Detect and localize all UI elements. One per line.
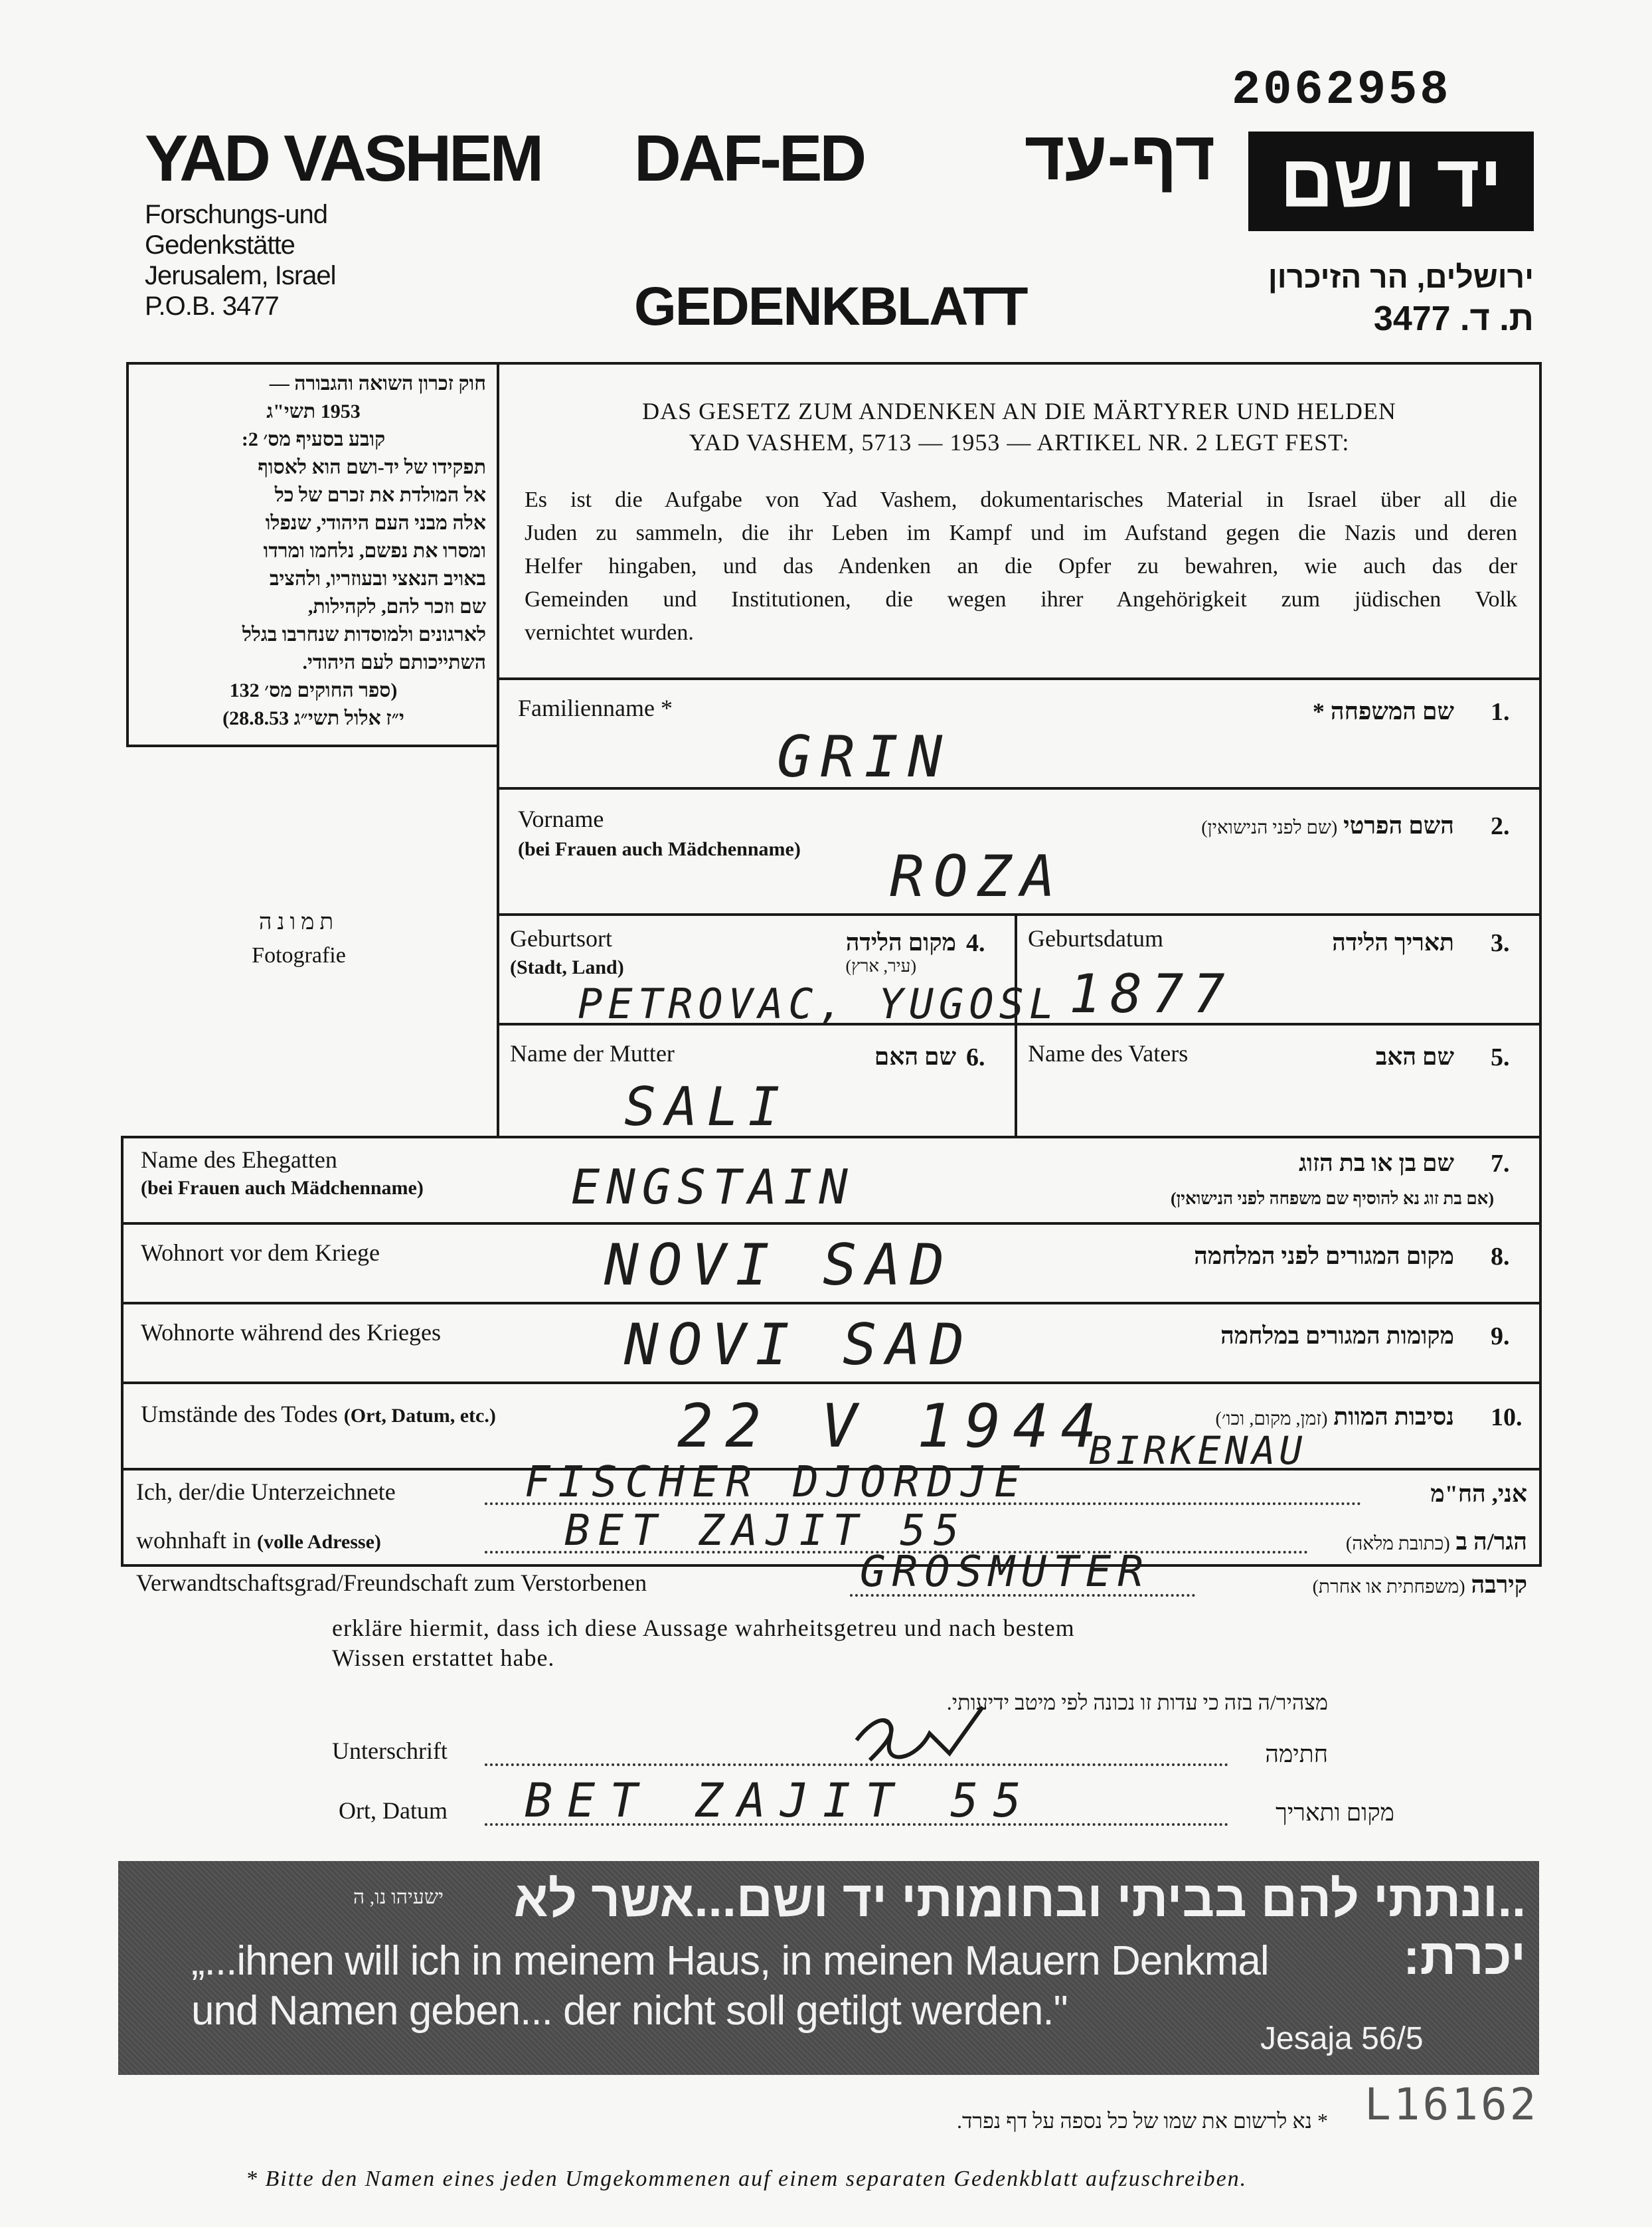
address-he-sub: (כתובת מלאה) [1345,1534,1450,1554]
photo-label-de: Fotografie [252,943,346,968]
gedenkblatt-title: GEDENKBLATT [634,276,1027,337]
law-line: ומסרו את נפשם, נלחמו ומרדו [263,540,486,562]
declarant-name-he: אני, הח"מ [1430,1480,1527,1507]
banner-hebrew-ref: ישעיהו נו, ה [353,1886,444,1908]
field4-sublabel: (Stadt, Land) [510,956,624,978]
quote-banner [118,1861,1539,2075]
footer-note-de: * Bitte den Namen eines jeden Umgekommenen auf einem separaten Gedenkblatt aufzuschreiben. [246,2167,1248,2191]
law-text-line: Gemeinden und Institutionen, die wegen ihrer Angehörigkeit zum jüdischen Volk [525,587,1517,612]
law-line: תפקידו של יד-ושם הוא לאסוף [258,456,486,478]
field9-number: 9. [1491,1322,1510,1350]
field8-number: 8. [1491,1243,1510,1271]
law-line: לארגונים ולמוסדות שנחרבו בגלל [242,624,486,646]
field7-label: Name des Ehegatten [141,1146,337,1173]
signature-mark [843,1700,989,1773]
field9-value[interactable]: NOVI SAD [624,1312,974,1378]
banner-line-2: und Namen geben... der nicht soll getilgt werden." [191,1988,1068,2034]
banner-reference: Jesaja 56/5 [1260,2021,1424,2056]
field10-he-main: נסיבות המוות [1333,1403,1454,1430]
declarant-name-value[interactable]: FISCHER DJORDJE [525,1458,1028,1507]
field8-label-he: מקום המגורים לפני המלחמה [1194,1243,1454,1269]
field9-label: Wohnorte während des Krieges [141,1319,441,1346]
field3-number: 3. [1491,929,1510,957]
law-line: אל המולדת את זכרם של כל [274,484,486,506]
field5-label-he: שם האב [1375,1043,1454,1070]
address-label-main: wohnhaft in [136,1527,251,1554]
law-line: שם וזכר להם, לקהילות, [307,596,486,618]
archive-stamp: L16162 [1364,2079,1539,2130]
field6-label: Name der Mutter [510,1040,675,1067]
address-label-sub: (volle Adresse) [256,1531,381,1553]
field5-number: 5. [1491,1043,1510,1071]
yad-vashem-title: YAD VASHEM [145,122,542,195]
field1-label-he: שם המשפחה * [1312,698,1454,725]
field1-value[interactable]: GRIN [777,724,952,790]
law-line: י״ז אלול תשי״ג 28.8.53) [222,707,404,729]
field7-number: 7. [1491,1150,1510,1178]
field4-label-he: מקום הלידה [845,929,956,956]
field10-he-sub: (זמן, מקום, וכו׳) [1215,1409,1328,1429]
field3-label: Geburtsdatum [1028,925,1163,952]
field7-label-he-sub: (אם בת זוג נא להוסיף שם משפחה לפני הנישואין) [1170,1189,1494,1208]
field2-sublabel: (bei Frauen auch Mädchenname) [518,838,801,860]
field10-label [141,1400,496,1428]
field5-label: Name des Vaters [1028,1040,1189,1067]
footer-note-he: * נא לרשום את שמו של כל נספה על דף נפרד. [957,2109,1328,2133]
field8-value[interactable]: NOVI SAD [604,1232,954,1298]
field2-number: 2. [1491,812,1510,840]
field8-label: Wohnort vor dem Kriege [141,1239,380,1266]
declarant-name-label: Ich, der/die Unterzeichnete [136,1478,396,1505]
law-line: אלה מבני העם היהודי, שנפלו [265,512,486,534]
field1-label: Familienname * [518,695,673,721]
declarant-address-value[interactable]: BET ZAJIT 55 [564,1506,967,1556]
field6-label-he: שם האם [874,1043,956,1070]
law-text-line: Es ist die Aufgabe von Yad Vashem, dokumentarisches Material in Israel über all die [525,488,1517,512]
declarant-relation-value[interactable]: GROSMUTER [860,1548,1150,1597]
field4-value[interactable]: PETROVAC, YUGOSL [578,980,1060,1028]
field2-label: Vorname [518,806,604,832]
field6-number: 6. [966,1043,985,1071]
place-date-label: Ort, Datum [339,1797,448,1824]
law-line: 1953 תשי"ג [266,401,361,422]
field1-number: 1. [1491,698,1510,726]
field7-sublabel: (bei Frauen auch Mädchenname) [141,1177,424,1199]
declaration-statement-2: Wissen erstattet habe. [332,1645,555,1671]
field7-value[interactable]: ENGSTAIN [571,1159,855,1215]
field3-label-he: תאריך הלידה [1332,929,1454,956]
law-text-line: Helfer hingaben, und das Andenken an die Opfer zu bewahren, wie auch das der [525,554,1517,579]
daf-ed-hebrew: דף-עד [1024,118,1215,195]
field3-value[interactable]: 1877 [1069,963,1234,1025]
law-line: השתייכותם לעם היהודי. [302,652,486,673]
declaration-statement-1: erkläre hiermit, dass ich diese Aussage wahrheitsgetreu und nach bestem [332,1615,1075,1641]
field10-label-main: Umstände des Todes [141,1401,338,1427]
place-date-he: מקום ותאריך [1276,1799,1394,1826]
address-he-main: הגר/ה ב [1455,1528,1527,1555]
law-text-line: Juden zu sammeln, die ihr Leben im Kampf und im Aufstand gegen die Nazis und deren [525,521,1517,545]
law-line: (ספר החוקים מס׳ 132 [229,679,398,701]
logo-hebrew: יד ושם [1280,139,1503,223]
declaration-statement-he: מצהיר/ה בזה כי עדות זו נכונה לפי מיטב ידיעותי. [946,1690,1328,1714]
place-date-value[interactable]: BET ZAJIT 55 [525,1773,1036,1828]
address-line: Forschungs-und [145,200,328,229]
field2-label-he [996,812,1454,840]
photo-label-he: תמונה [258,910,339,935]
address-line: P.O.B. 3477 [145,292,279,321]
address-he-2: ת. ד. 3477 [1373,300,1534,338]
law-paragraph [525,484,1517,650]
address-line: Jerusalem, Israel [145,261,336,290]
law-line: קובע בסעיף מס׳ 2: [241,428,386,450]
address-de [145,199,336,321]
document-number: 2062958 [1232,63,1451,118]
law-line: חוק זכרון השואה והגבורה — [269,373,486,395]
field9-label-he: מקומות המגורים במלחמה [1220,1322,1454,1349]
law-heading-2: YAD VASHEM, 5713 — 1953 — ARTIKEL NR. 2 LEGT FEST: [689,429,1350,456]
field2-he-sub: (שם לפני הנישואין) [1201,818,1338,838]
law-text-line: vernichtet wurden. [525,620,694,645]
signature-he: חתימה [1265,1741,1328,1767]
field2-he-main: השם הפרטי [1343,812,1454,839]
law-line: באויב הנאצי ובעוזריו, ולהציב [269,568,486,590]
declarant-address-label [136,1526,381,1554]
declarant-address-he [1248,1528,1527,1556]
law-heading-1: DAS GESETZ ZUM ANDENKEN AN DIE MÄRTYRER UND HELDEN [642,398,1396,424]
address-line: Gedenkstätte [145,230,295,260]
field10-place[interactable]: BIRKENAU [1089,1428,1307,1473]
law-box-hebrew [126,362,498,747]
field4-label: Geburtsort [510,925,612,952]
signature-label: Unterschrift [332,1737,448,1764]
declarant-relation-label: Verwandtschaftsgrad/Freundschaft zum Verstorbenen [136,1569,647,1596]
relation-he-main: קירבה [1471,1571,1527,1598]
logo-yad-vashem [1248,132,1534,231]
law-box-text [129,365,498,738]
field4-number: 4. [966,929,985,957]
banner-line-1: „...ihnen will ich in meinem Haus, in meinen Mauern Denkmal [191,1938,1269,1984]
field7-label-he: שם בן או בת הזוג [1299,1150,1454,1176]
field10-value[interactable]: 22 V 1944 [677,1391,1109,1461]
relation-he-sub: (משפחתית או אחרת) [1312,1577,1465,1597]
field6-value[interactable]: SALI [624,1076,789,1138]
address-he-1: ירושלים, הר הזיכרון [1268,260,1534,294]
field10-label-sub: (Ort, Datum, etc.) [343,1405,496,1427]
field2-value[interactable]: ROZA [890,844,1065,910]
banner-hebrew: ..ונתתי להם בביתי ובחומותי יד ושם...אשר לא יכרת: [513,1871,1526,1985]
field4-label-he-sub: (עיר, ארץ) [845,956,916,976]
field10-number: 10. [1491,1403,1523,1431]
declarant-relation-he [1202,1571,1527,1599]
daf-ed-title: DAF-ED [634,122,865,195]
